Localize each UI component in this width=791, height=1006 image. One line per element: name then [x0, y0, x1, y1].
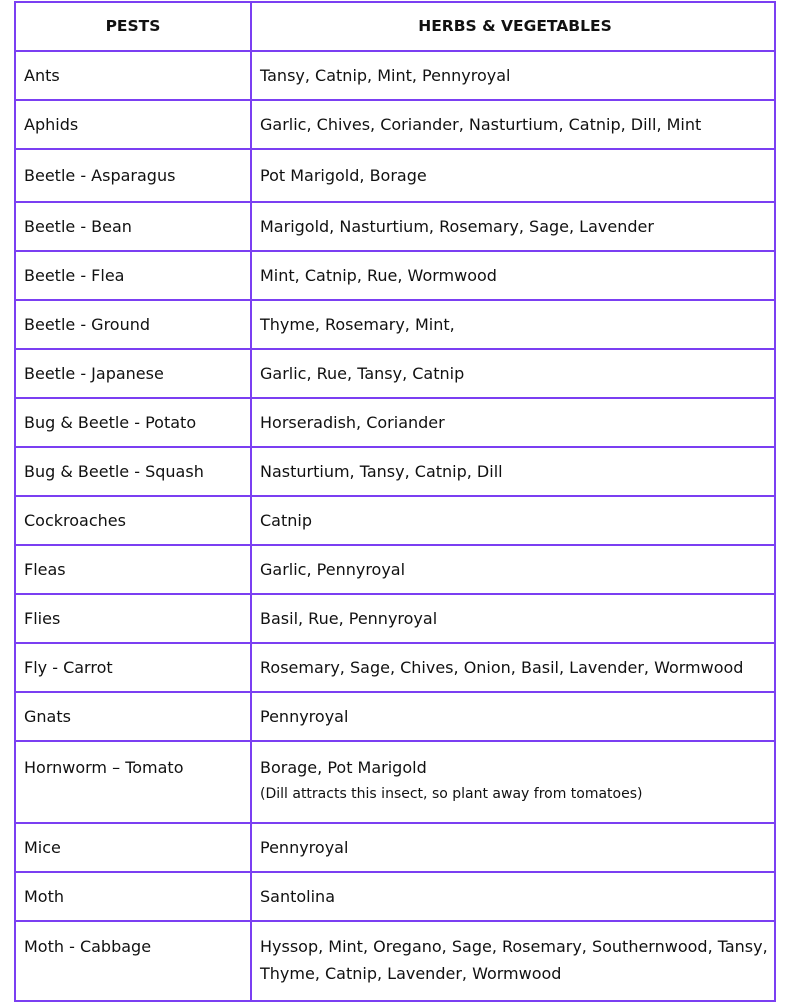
- pest-cell: Hornworm – Tomato: [15, 741, 251, 823]
- herbs-cell: [251, 921, 775, 1001]
- table-row: [15, 741, 775, 823]
- herbs-cell: Garlic, Rue, Tansy, Catnip: [251, 349, 775, 398]
- pest-cell: Bug & Beetle - Squash: [15, 447, 251, 496]
- herbs-note: (Dill attracts this insect, so plant away from tomatoes): [260, 786, 643, 802]
- pests-header: PESTS: [15, 2, 251, 51]
- pest-cell: Moth: [15, 872, 251, 921]
- table-row: [15, 643, 775, 692]
- table-row: [15, 349, 775, 398]
- table-row: [15, 100, 775, 149]
- table-row: [15, 447, 775, 496]
- pest-cell: Bug & Beetle - Potato: [15, 398, 251, 447]
- herbs-cell: Marigold, Nasturtium, Rosemary, Sage, Lavender: [251, 202, 775, 251]
- pest-cell: Gnats: [15, 692, 251, 741]
- herbs-cell: Catnip: [251, 496, 775, 545]
- herbs-cell: Basil, Rue, Pennyroyal: [251, 594, 775, 643]
- table-row: [15, 921, 775, 1001]
- herbs-text: Borage, Pot Marigold: [260, 758, 427, 777]
- pest-cell: Flies: [15, 594, 251, 643]
- herbs-cell: Rosemary, Sage, Chives, Onion, Basil, Lavender, Wormwood: [251, 643, 775, 692]
- table-row: [15, 202, 775, 251]
- table-row: [15, 51, 775, 100]
- table-row: [15, 251, 775, 300]
- pest-cell: Aphids: [15, 100, 251, 149]
- pest-cell: Beetle - Bean: [15, 202, 251, 251]
- herbs-header: HERBS & VEGETABLES: [251, 2, 775, 51]
- pest-cell: Beetle - Flea: [15, 251, 251, 300]
- table-row: [15, 300, 775, 349]
- pest-cell: Cockroaches: [15, 496, 251, 545]
- pest-herb-table: [14, 1, 776, 1002]
- herbs-cell: Garlic, Chives, Coriander, Nasturtium, Catnip, Dill, Mint: [251, 100, 775, 149]
- pest-cell: Moth - Cabbage: [15, 921, 251, 1001]
- pest-cell: Mice: [15, 823, 251, 872]
- herbs-cell: Tansy, Catnip, Mint, Pennyroyal: [251, 51, 775, 100]
- herbs-cell: Pennyroyal: [251, 823, 775, 872]
- pest-cell: Beetle - Ground: [15, 300, 251, 349]
- pest-cell: Fleas: [15, 545, 251, 594]
- header-row: [15, 2, 775, 51]
- herbs-text: Hyssop, Mint, Oregano, Sage, Rosemary, Southernwood, Tansy,: [260, 937, 768, 956]
- table-row: [15, 823, 775, 872]
- pest-cell: Beetle - Asparagus: [15, 149, 251, 202]
- pest-cell: Fly - Carrot: [15, 643, 251, 692]
- herbs-text-line2: Thyme, Catnip, Lavender, Wormwood: [260, 964, 562, 983]
- table-row: [15, 545, 775, 594]
- herbs-cell: [251, 741, 775, 823]
- table-row: [15, 594, 775, 643]
- herbs-cell: Mint, Catnip, Rue, Wormwood: [251, 251, 775, 300]
- herbs-cell: Santolina: [251, 872, 775, 921]
- table-row: [15, 398, 775, 447]
- herbs-cell: Nasturtium, Tansy, Catnip, Dill: [251, 447, 775, 496]
- table-row: [15, 496, 775, 545]
- herbs-cell: Thyme, Rosemary, Mint,: [251, 300, 775, 349]
- table-row: [15, 872, 775, 921]
- herbs-cell: Pot Marigold, Borage: [251, 149, 775, 202]
- herbs-cell: Horseradish, Coriander: [251, 398, 775, 447]
- herbs-cell: Pennyroyal: [251, 692, 775, 741]
- pest-cell: Ants: [15, 51, 251, 100]
- herbs-cell: Garlic, Pennyroyal: [251, 545, 775, 594]
- table-row: [15, 692, 775, 741]
- table-row: [15, 149, 775, 202]
- pest-cell: Beetle - Japanese: [15, 349, 251, 398]
